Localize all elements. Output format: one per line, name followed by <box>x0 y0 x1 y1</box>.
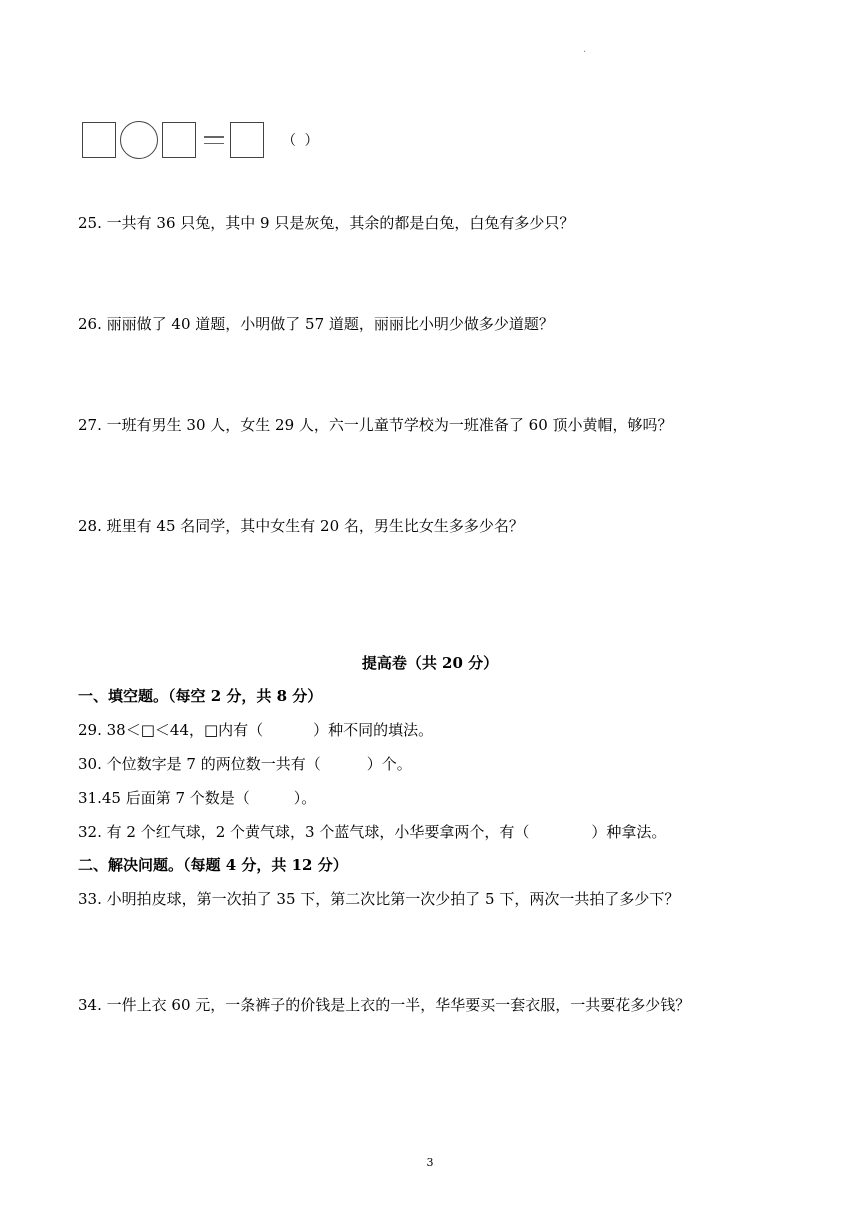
question-number: 27. <box>78 416 102 434</box>
header-mark: · <box>583 47 587 58</box>
equation-result-box <box>230 122 264 158</box>
question-text: 一班有男生 30 人，女生 29 人，六一儿童节学校为一班准备了 60 顶小黄帽，够吗？ <box>106 416 673 434</box>
question-text: 一件上衣 60 元，一条裤子的价钱是上衣的一半，华华要买一套衣服，一共要花多少钱？ <box>106 996 691 1014</box>
equation-answer-paren: （ ） <box>282 133 321 149</box>
equals-sign <box>204 135 224 145</box>
question-26 <box>78 314 554 334</box>
question-number: 30. <box>78 755 102 773</box>
question-number: 26. <box>78 315 102 333</box>
question-number: 25. <box>78 214 102 232</box>
question-text: 小明拍皮球，第一次拍了 35 下，第二次比第一次少拍了 5 下，两次一共拍了多少下？ <box>106 890 680 908</box>
page-number: 3 <box>426 1156 434 1169</box>
question-33 <box>78 889 679 909</box>
question-text: 一共有 36 只兔，其中 9 只是灰兔，其余的都是白兔，白兔有多少只？ <box>106 214 575 232</box>
question-34 <box>78 995 690 1015</box>
question-number: 34. <box>78 996 102 1014</box>
question-31 <box>78 788 316 808</box>
question-text-after: ）种拿法。 <box>591 823 667 841</box>
part1-heading: 一、填空题。（每空 2 分，共 8 分） <box>78 687 323 705</box>
question-text-after: ）种不同的填法。 <box>313 721 434 739</box>
question-text-before: 个位数字是 7 的两位数一共有（ <box>106 755 321 773</box>
question-number: 29. <box>78 721 102 739</box>
equation-box-1 <box>82 122 116 158</box>
question-text-after: ）个。 <box>366 755 412 773</box>
question-29 <box>78 720 433 740</box>
part2-heading: 二、解决问题。（每题 4 分，共 12 分） <box>78 856 348 874</box>
question-number: 28. <box>78 517 102 535</box>
operator-circle <box>120 121 158 159</box>
question-25 <box>78 213 574 233</box>
question-27 <box>78 415 673 435</box>
question-number: 33. <box>78 890 102 908</box>
equation-box-2 <box>162 122 196 158</box>
section-title: 提高卷（共 20 分） <box>361 654 499 672</box>
question-number: 32. <box>78 823 102 841</box>
question-text-after: ）。 <box>293 789 317 807</box>
question-30 <box>78 754 412 774</box>
question-28 <box>78 516 524 536</box>
question-text-before: 38＜□＜44，□内有（ <box>106 721 264 739</box>
question-text-before: 45 后面第 7 个数是（ <box>101 789 250 807</box>
equation-boxes <box>82 119 320 161</box>
question-text: 班里有 45 名同学，其中女生有 20 名，男生比女生多多少名？ <box>106 517 524 535</box>
question-32 <box>78 822 666 842</box>
question-text: 丽丽做了 40 道题，小明做了 57 道题，丽丽比小明少做多少道题？ <box>106 315 554 333</box>
question-number: 31. <box>78 789 102 807</box>
question-text-before: 有 2 个红气球，2 个黄气球，3 个蓝气球，小华要拿两个，有（ <box>106 823 530 841</box>
